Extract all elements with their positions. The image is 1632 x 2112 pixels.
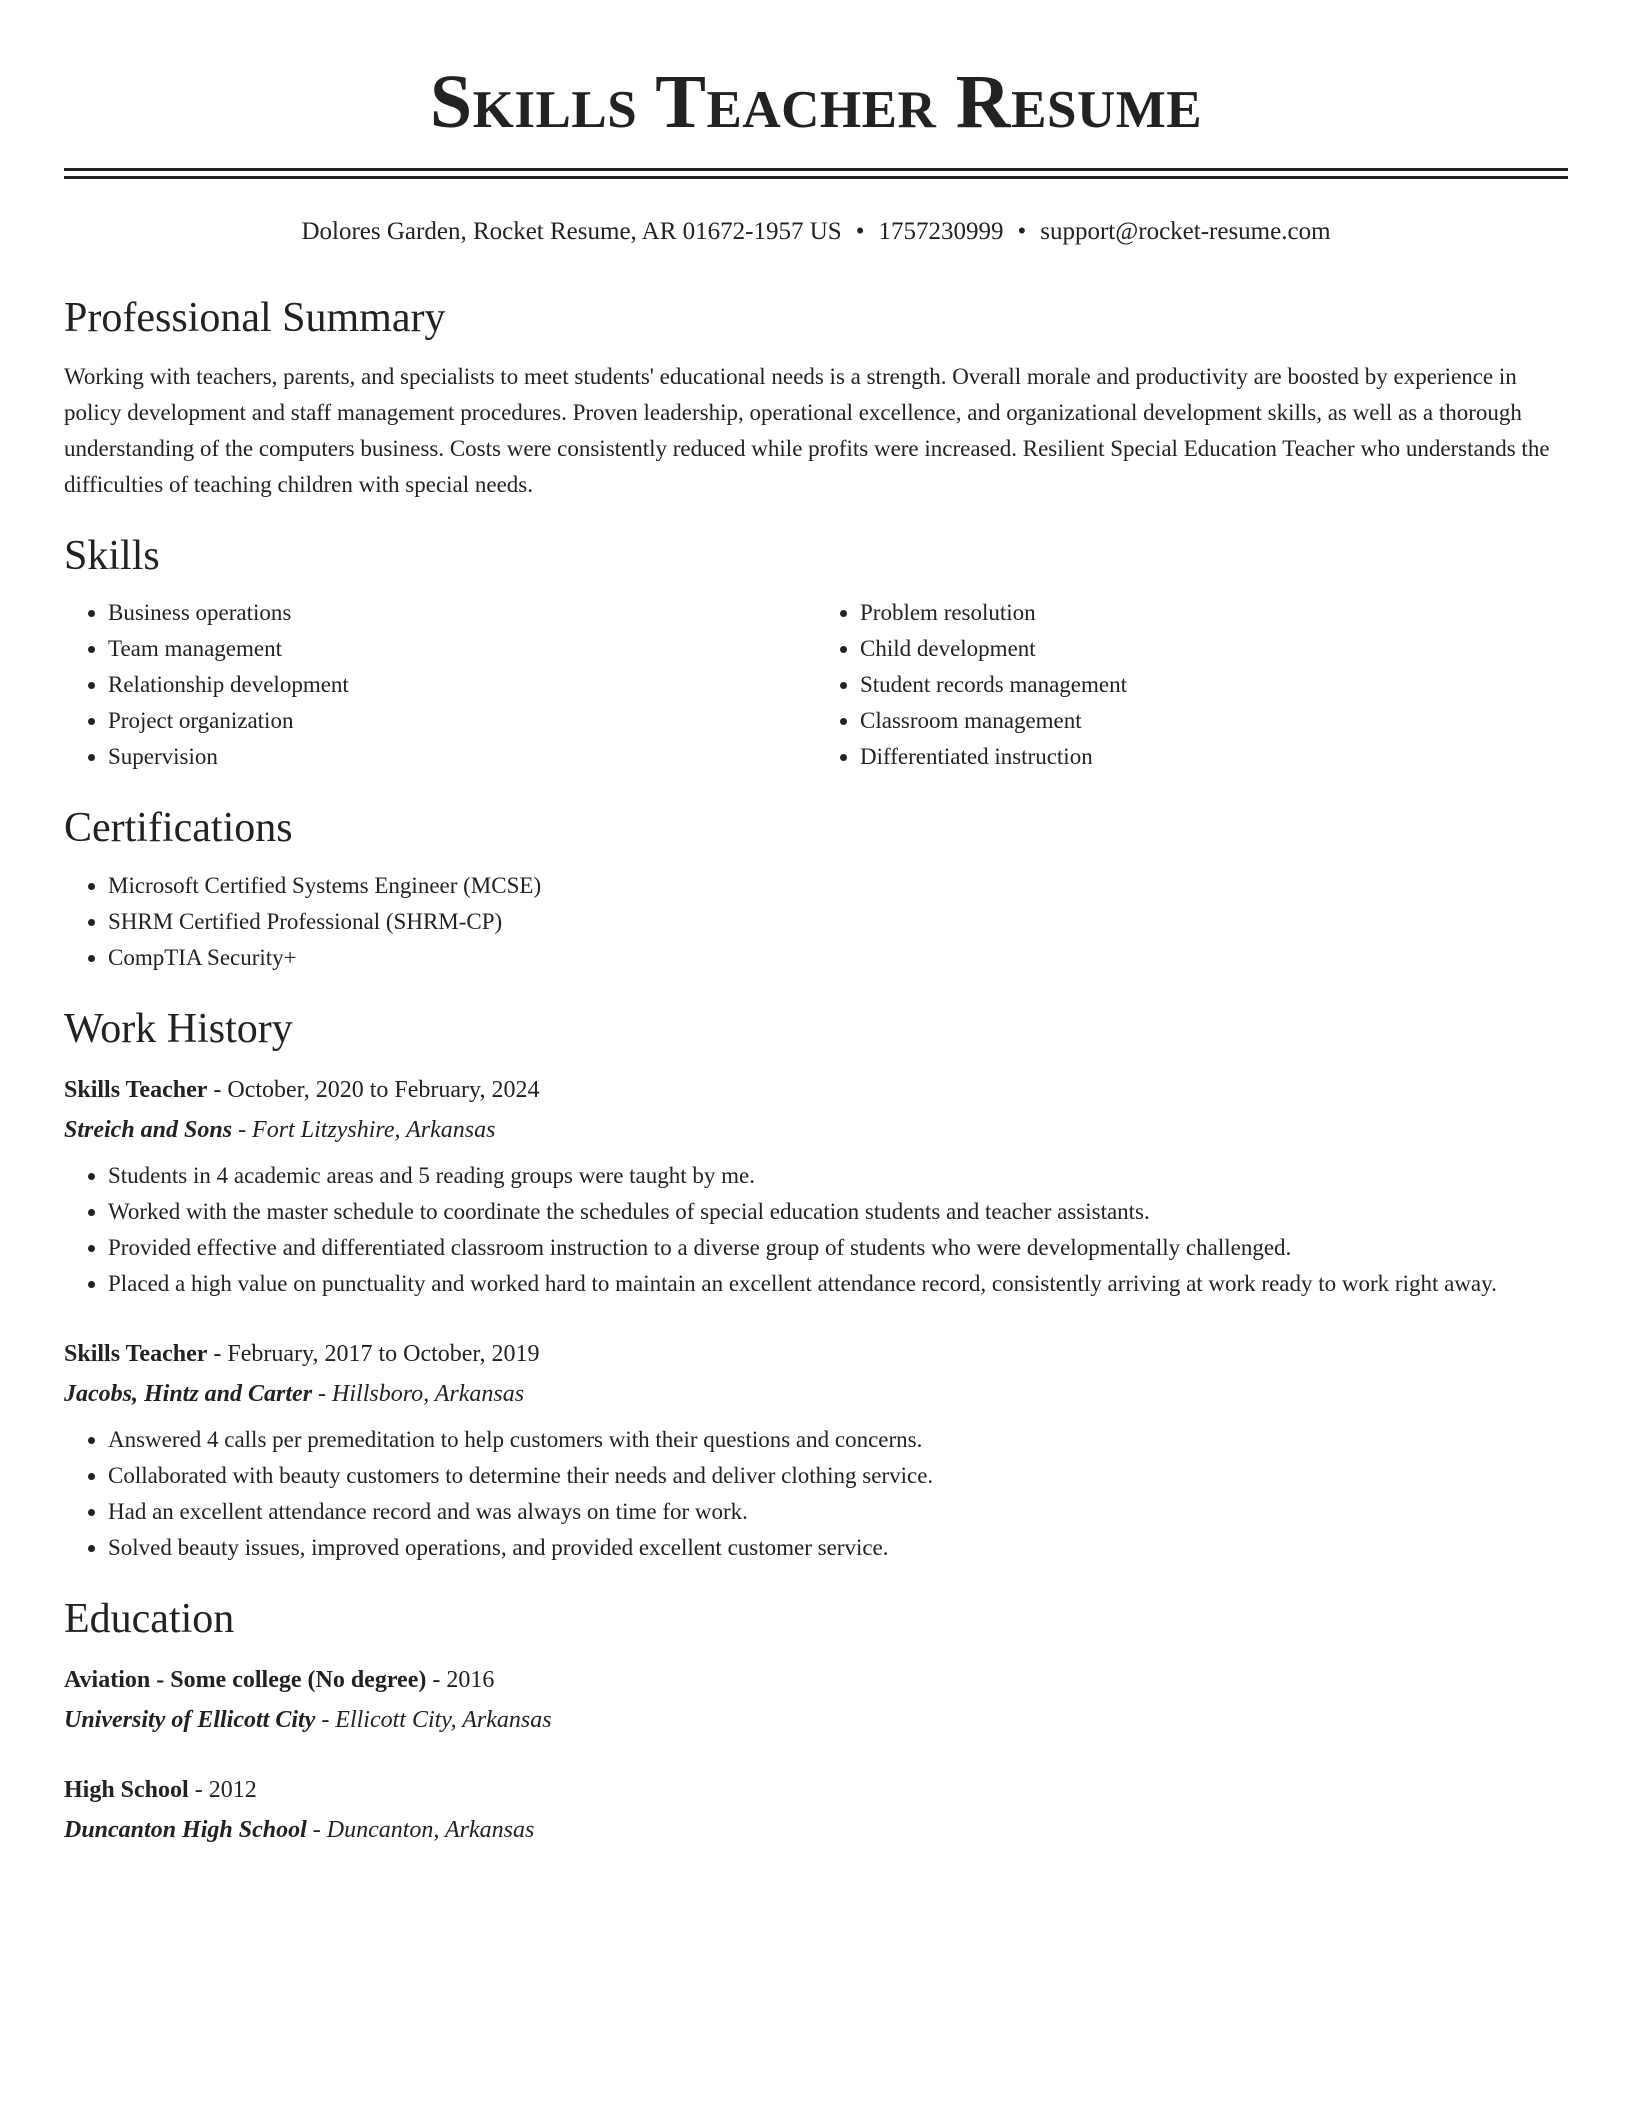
skill-item: • Classroom management [860,703,1568,739]
contact-separator: • [855,218,865,245]
job-bullets [64,1158,1568,1302]
education-entry [64,1770,1568,1850]
job-bullet: • Placed a high value on punctuality and worked hard to maintain an excellent attendance record, consistently arriving at work ready to work right away. [108,1266,1568,1302]
job-entry [64,1334,1568,1566]
job-bullet: • Answered 4 calls per premeditation to help customers with their questions and concerns. [108,1422,1568,1458]
job-company: Streich and Sons [64,1116,233,1143]
job-bullet: • Collaborated with beauty customers to determine their needs and deliver clothing service. [108,1458,1568,1494]
skill-item: • Supervision [108,739,816,775]
skill-item: • Project organization [108,703,816,739]
job-dates: - October, 2020 to February, 2024 [207,1076,540,1103]
certifications-heading: Certifications [64,805,293,852]
job-entry [64,1070,1568,1302]
education-school-line [64,1700,1568,1740]
contact-email: support@rocket-resume.com [1040,218,1331,245]
certification-item: • Microsoft Certified Systems Engineer (MCSE) [108,868,1568,904]
resume-title: Skills Teacher Resume [429,60,1203,144]
summary-heading: Professional Summary [64,295,446,341]
education-entry [64,1660,1568,1740]
education-location: - Duncanton, Arkansas [306,1816,535,1843]
work-history-heading: Work History [64,1005,293,1052]
skill-item: • Relationship development [108,667,816,703]
skill-item: • Child development [860,631,1568,667]
skill-item: • Student records management [860,667,1568,703]
skills-heading: Skills [64,533,160,580]
skill-item: • Team management [108,631,816,667]
education-degree-line [64,1770,1568,1810]
skills-grid [64,595,1568,775]
job-company-line [64,1110,1568,1150]
job-title-line [64,1334,1568,1374]
job-bullet: • Solved beauty issues, improved operations, and provided excellent customer service. [108,1530,1568,1566]
certification-item: • CompTIA Security+ [108,940,1568,976]
education-heading: Education [64,1595,235,1642]
job-location: - Fort Litzyshire, Arkansas [232,1116,496,1143]
job-bullet: • Had an excellent attendance record and was always on time for work. [108,1494,1568,1530]
job-role: Skills Teacher [64,1340,208,1367]
skills-list-right [816,595,1568,775]
education-school: University of Ellicott City [64,1706,316,1733]
education-degree: Aviation - Some college (No degree) [64,1666,427,1693]
skill-item: • Business operations [108,595,816,631]
job-bullet: • Provided effective and differentiated classroom instruction to a diverse group of students who were developmentally challenged. [108,1230,1568,1266]
education-year: - 2016 [426,1666,495,1693]
skill-item: • Differentiated instruction [860,739,1568,775]
job-dates: - February, 2017 to October, 2019 [207,1340,540,1367]
education-school-line [64,1810,1568,1850]
job-role: Skills Teacher [64,1076,208,1103]
skills-column-left [64,595,816,775]
skills-column-right [816,595,1568,775]
job-company: Jacobs, Hintz and Carter [64,1380,313,1407]
education-school: Duncanton High School [64,1816,307,1843]
contact-line [64,215,1568,249]
certifications-list [64,868,1568,976]
job-company-line [64,1374,1568,1414]
education-location: - Ellicott City, Arkansas [315,1706,552,1733]
skills-list-left [64,595,816,775]
job-bullet: • Worked with the master schedule to coordinate the schedules of special education students and teacher assistants. [108,1194,1568,1230]
job-title-line [64,1070,1568,1110]
education-degree: High School [64,1776,189,1803]
education-degree-line [64,1660,1568,1700]
contact-address: Dolores Garden, Rocket Resume, AR 01672-1957 US [301,218,842,245]
job-bullet: • Students in 4 academic areas and 5 reading groups were taught by me. [108,1158,1568,1194]
job-location: - Hillsboro, Arkansas [312,1380,525,1407]
contact-separator: • [1017,218,1027,245]
skill-item: • Problem resolution [860,595,1568,631]
title-double-rule [64,168,1568,179]
education-year: - 2012 [188,1776,257,1803]
job-bullets [64,1422,1568,1566]
summary-text: Working with teachers, parents, and specialists to meet students' educational needs is a strength. Overall morale and productivity are boosted by experience in policy development and staff management procedures. Proven leadership, operational excellence, and organizational development skills, as well as a thorough understanding of the computers business. Costs were consistently reduced while profits were increased. Resilient Special Education Teacher who understands the difficulties of teaching children with special needs. [64,364,1550,498]
certification-item: • SHRM Certified Professional (SHRM-CP) [108,904,1568,940]
contact-phone: 1757230999 [878,218,1004,245]
